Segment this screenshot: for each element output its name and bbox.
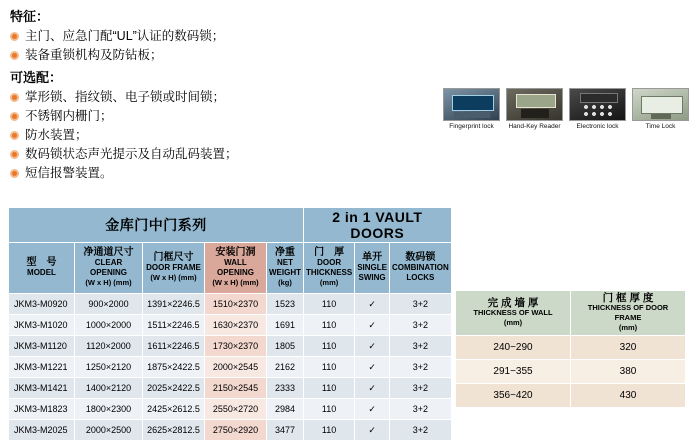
cell-wall: 1630×2370 bbox=[205, 315, 267, 336]
feature-item bbox=[10, 48, 408, 63]
product-caption: Time Lock bbox=[645, 123, 676, 130]
col-door-thickness-cn: 门 厚 bbox=[314, 247, 345, 258]
cell-locks: 3+2 bbox=[389, 420, 451, 441]
cell-wall-thickness: 291−355 bbox=[456, 360, 571, 384]
table-row bbox=[9, 399, 452, 420]
cell-model: JKM3-M1221 bbox=[9, 357, 75, 378]
cell-thickness: 110 bbox=[303, 378, 354, 399]
col-door-thickness bbox=[303, 243, 354, 294]
col-combination-locks-en: COMBINATION LOCKS bbox=[391, 263, 449, 282]
col-net-weight-en: NET WEIGHT bbox=[269, 258, 301, 277]
optional-text: 不锈钢内栅门； bbox=[25, 109, 113, 123]
table-row bbox=[9, 420, 452, 441]
col-thickness-of-wall-unit: (mm) bbox=[503, 318, 523, 327]
col-wall-opening bbox=[205, 243, 267, 294]
cell-clear: 1800×2300 bbox=[75, 399, 143, 420]
cell-weight: 2333 bbox=[267, 378, 304, 399]
col-thickness-of-door-frame-en: THICKNESS OF DOOR FRAME bbox=[587, 303, 669, 322]
product-hand-key-reader bbox=[506, 88, 563, 140]
cell-thickness: 110 bbox=[303, 357, 354, 378]
cell-swing: ✓ bbox=[355, 420, 390, 441]
table-row bbox=[456, 384, 686, 408]
cell-wall: 1510×2370 bbox=[205, 294, 267, 315]
cell-frame-thickness: 430 bbox=[571, 384, 686, 408]
col-wall-opening-cn: 安装门洞 bbox=[215, 247, 256, 258]
product-time-lock bbox=[632, 88, 689, 140]
col-clear-opening-unit: (W x H) (mm) bbox=[85, 278, 132, 287]
col-door-thickness-en: DOOR THICKNESS bbox=[305, 258, 353, 277]
wall-thickness-table bbox=[455, 290, 686, 408]
col-model bbox=[9, 243, 75, 294]
col-model-cn: 型 号 bbox=[26, 257, 57, 268]
col-single-swing-en: SINGLE SWING bbox=[357, 263, 387, 282]
bullet-icon bbox=[10, 32, 19, 41]
col-combination-locks-cn: 数码锁 bbox=[405, 252, 436, 263]
cell-wall: 2550×2720 bbox=[205, 399, 267, 420]
optional-item bbox=[10, 90, 408, 105]
fingerprint-lock-icon bbox=[443, 88, 500, 121]
optional-title: 可选配： bbox=[10, 70, 63, 85]
cell-locks: 3+2 bbox=[389, 378, 451, 399]
electronic-lock-icon bbox=[569, 88, 626, 121]
optional-text: 掌形锁、指纹锁、电子锁或时间锁； bbox=[25, 90, 226, 104]
table-row bbox=[456, 360, 686, 384]
col-thickness-of-wall bbox=[456, 291, 571, 336]
col-clear-opening-en: CLEAR OPENING bbox=[90, 258, 127, 277]
table-row bbox=[9, 357, 452, 378]
cell-locks: 3+2 bbox=[389, 336, 451, 357]
cell-frame: 1391×2246.5 bbox=[143, 294, 205, 315]
col-model-en: MODEL bbox=[27, 268, 56, 277]
col-thickness-of-wall-en: THICKNESS OF WALL bbox=[473, 308, 553, 317]
col-combination-locks bbox=[389, 243, 451, 294]
cell-locks: 3+2 bbox=[389, 294, 451, 315]
cell-clear: 1250×2120 bbox=[75, 357, 143, 378]
cell-weight: 1691 bbox=[267, 315, 304, 336]
col-clear-opening-cn: 净通道尺寸 bbox=[83, 247, 134, 258]
vault-table-title-cn: 金库门中门系列 bbox=[9, 208, 304, 243]
time-lock-icon bbox=[632, 88, 689, 121]
bullet-icon bbox=[10, 150, 19, 159]
col-net-weight-unit: (kg) bbox=[278, 278, 292, 287]
col-net-weight-cn: 净重 bbox=[274, 247, 295, 258]
optional-item bbox=[10, 147, 408, 162]
col-door-frame bbox=[143, 243, 205, 294]
cell-model: JKM3-M2025 bbox=[9, 420, 75, 441]
col-thickness-of-wall-cn: 完 成 墙 厚 bbox=[487, 297, 539, 309]
col-wall-opening-unit: (W x H) (mm) bbox=[212, 278, 259, 287]
cell-frame: 1611×2246.5 bbox=[143, 336, 205, 357]
bullet-icon bbox=[10, 169, 19, 178]
cell-weight: 2984 bbox=[267, 399, 304, 420]
col-door-thickness-unit: (mm) bbox=[319, 278, 339, 287]
cell-clear: 1120×2000 bbox=[75, 336, 143, 357]
cell-thickness: 110 bbox=[303, 399, 354, 420]
cell-thickness: 110 bbox=[303, 294, 354, 315]
cell-swing: ✓ bbox=[355, 378, 390, 399]
cell-locks: 3+2 bbox=[389, 399, 451, 420]
col-wall-opening-en: WALL OPENING bbox=[217, 258, 254, 277]
vault-doors-table bbox=[8, 207, 452, 441]
cell-clear: 1400×2120 bbox=[75, 378, 143, 399]
product-fingerprint-lock bbox=[443, 88, 500, 140]
cell-swing: ✓ bbox=[355, 357, 390, 378]
col-net-weight bbox=[267, 243, 304, 294]
col-clear-opening bbox=[75, 243, 143, 294]
table-row bbox=[9, 294, 452, 315]
table-row bbox=[9, 336, 452, 357]
optional-text: 短信报警装置。 bbox=[25, 166, 113, 180]
cell-frame: 2625×2812.5 bbox=[143, 420, 205, 441]
col-thickness-of-door-frame-unit: (mm) bbox=[618, 323, 638, 332]
cell-wall: 2000×2545 bbox=[205, 357, 267, 378]
product-thumbnails bbox=[443, 88, 693, 140]
cell-model: JKM3-M1020 bbox=[9, 315, 75, 336]
col-thickness-of-door-frame-cn: 门 框 厚 度 bbox=[602, 292, 654, 304]
cell-wall: 1730×2370 bbox=[205, 336, 267, 357]
optional-item bbox=[10, 109, 408, 124]
cell-model: JKM3-M1823 bbox=[9, 399, 75, 420]
cell-model: JKM3-M1120 bbox=[9, 336, 75, 357]
hand-key-reader-icon bbox=[506, 88, 563, 121]
cell-wall-thickness: 356−420 bbox=[456, 384, 571, 408]
cell-weight: 1523 bbox=[267, 294, 304, 315]
optional-text: 数码锁状态声光提示及自动乱码装置； bbox=[25, 147, 238, 161]
cell-locks: 3+2 bbox=[389, 315, 451, 336]
cell-clear: 1000×2000 bbox=[75, 315, 143, 336]
cell-frame: 1511×2246.5 bbox=[143, 315, 205, 336]
col-thickness-of-door-frame bbox=[571, 291, 686, 336]
cell-model: JKM3-M0920 bbox=[9, 294, 75, 315]
cell-weight: 1805 bbox=[267, 336, 304, 357]
feature-item bbox=[10, 29, 408, 44]
vault-table-title-en: 2 in 1 VAULT DOORS bbox=[303, 208, 451, 243]
optional-item bbox=[10, 166, 408, 181]
table-row bbox=[9, 315, 452, 336]
cell-wall: 2750×2920 bbox=[205, 420, 267, 441]
product-caption: Fingerprint lock bbox=[449, 123, 494, 130]
cell-locks: 3+2 bbox=[389, 357, 451, 378]
cell-frame-thickness: 380 bbox=[571, 360, 686, 384]
features-block bbox=[8, 6, 408, 185]
cell-model: JKM3-M1421 bbox=[9, 378, 75, 399]
bullet-icon bbox=[10, 131, 19, 140]
cell-swing: ✓ bbox=[355, 294, 390, 315]
features-title: 特征： bbox=[10, 9, 50, 24]
feature-text: 主门、应急门配“UL”认证的数码锁； bbox=[25, 29, 225, 43]
cell-frame: 2025×2422.5 bbox=[143, 378, 205, 399]
cell-swing: ✓ bbox=[355, 315, 390, 336]
cell-frame-thickness: 320 bbox=[571, 336, 686, 360]
bullet-icon bbox=[10, 51, 19, 60]
product-caption: Electronic lock bbox=[576, 123, 619, 130]
cell-swing: ✓ bbox=[355, 336, 390, 357]
cell-thickness: 110 bbox=[303, 420, 354, 441]
col-single-swing-cn: 单开 bbox=[362, 252, 383, 263]
cell-frame: 2425×2612.5 bbox=[143, 399, 205, 420]
table-row bbox=[9, 378, 452, 399]
col-door-frame-en: DOOR FRAME bbox=[146, 263, 201, 272]
col-door-frame-unit: (W x H) (mm) bbox=[150, 273, 197, 282]
cell-wall: 2150×2545 bbox=[205, 378, 267, 399]
optional-text: 防水装置； bbox=[25, 128, 88, 142]
col-single-swing bbox=[355, 243, 390, 294]
bullet-icon bbox=[10, 112, 19, 121]
cell-weight: 3477 bbox=[267, 420, 304, 441]
feature-text: 装备重锁机构及防钻板； bbox=[25, 48, 163, 62]
cell-weight: 2162 bbox=[267, 357, 304, 378]
cell-thickness: 110 bbox=[303, 336, 354, 357]
cell-clear: 900×2000 bbox=[75, 294, 143, 315]
cell-swing: ✓ bbox=[355, 399, 390, 420]
col-door-frame-cn: 门框尺寸 bbox=[153, 252, 194, 263]
product-electronic-lock bbox=[569, 88, 626, 140]
cell-frame: 1875×2422.5 bbox=[143, 357, 205, 378]
optional-item bbox=[10, 128, 408, 143]
product-caption: Hand-Key Reader bbox=[508, 123, 561, 130]
table-row bbox=[456, 336, 686, 360]
cell-thickness: 110 bbox=[303, 315, 354, 336]
cell-clear: 2000×2500 bbox=[75, 420, 143, 441]
cell-wall-thickness: 240−290 bbox=[456, 336, 571, 360]
bullet-icon bbox=[10, 93, 19, 102]
